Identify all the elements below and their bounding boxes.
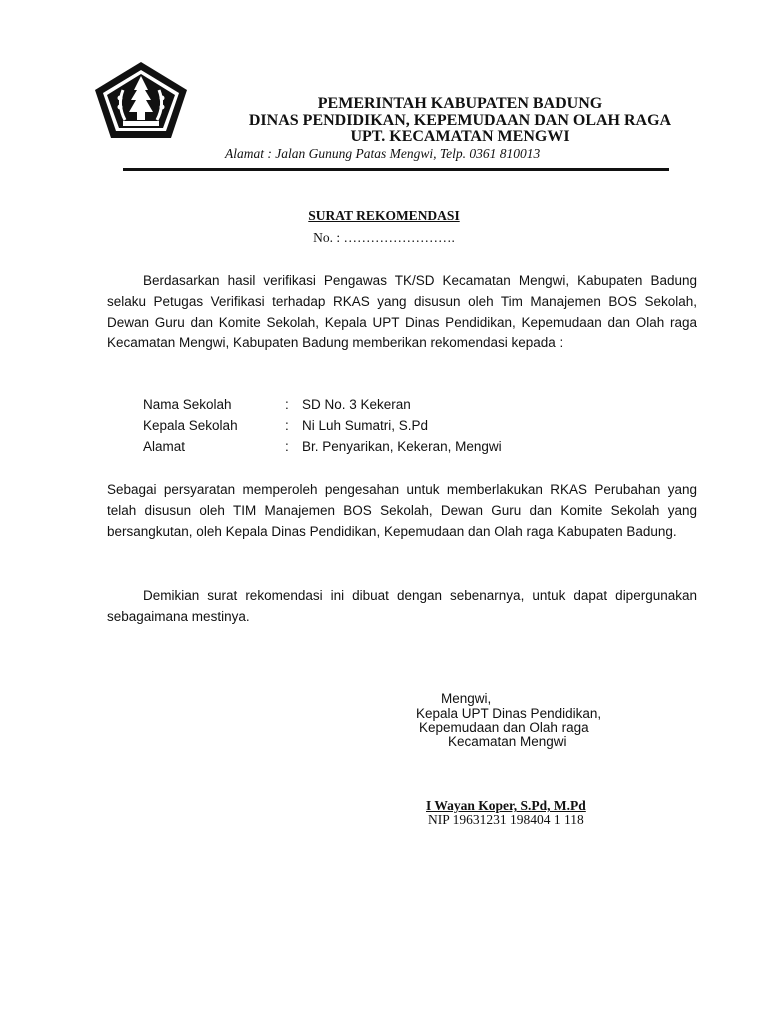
detail-label: Kepala Sekolah bbox=[143, 418, 238, 433]
detail-label: Nama Sekolah bbox=[143, 397, 232, 412]
detail-colon: : bbox=[285, 397, 289, 412]
letterhead-line-3: UPT. KECAMATAN MENGWI bbox=[350, 128, 570, 145]
kabupaten-badung-logo bbox=[93, 60, 189, 140]
letter-number: No. : ……………………. bbox=[313, 230, 455, 245]
signature-position-2: Kepemudaan dan Olah raga bbox=[419, 720, 589, 735]
paragraph-3: Demikian surat rekomendasi ini dibuat dengan sebenarnya, untuk dapat dipergunakan sebagaimana mestinya. bbox=[107, 588, 697, 624]
letterhead-address: Alamat : Jalan Gunung Patas Mengwi, Telp. 0361 810013 bbox=[225, 146, 541, 161]
detail-colon: : bbox=[285, 439, 289, 454]
letter-title bbox=[0, 208, 768, 224]
detail-value: Ni Luh Sumatri, S.Pd bbox=[302, 418, 429, 433]
letterhead-divider bbox=[123, 168, 669, 171]
detail-label: Alamat bbox=[143, 439, 186, 454]
signature-place: Mengwi, bbox=[441, 691, 492, 706]
detail-colon: : bbox=[285, 418, 289, 433]
signatory-name: I Wayan Koper, S.Pd, M.Pd bbox=[426, 798, 586, 813]
paragraph-1: Berdasarkan hasil verifikasi Pengawas TK/SD Kecamatan Mengwi, Kabupaten Badung selaku Petugas Verifikasi terhadap RKAS yang disusun oleh Tim Manajemen BOS Sekolah, Dewan Guru dan Komite Sekolah, Kepala UPT Dinas Pendidikan, Kepemudaan dan Olah raga Kecamatan Mengwi, Kabupaten Badung memberikan rekomendasi kepada : bbox=[107, 273, 697, 351]
paragraph-2: Sebagai persyaratan memperoleh pengesahan untuk memberlakukan RKAS Perubahan yang telah disusun oleh TIM Manajemen BOS Sekolah, Dewan Guru dan Komite Sekolah yang bersangkutan, oleh Kepala Dinas Pendidikan, Kepemudaan dan Olah raga Kabupaten Badung. bbox=[107, 482, 697, 539]
signatory-nip: NIP 19631231 198404 1 118 bbox=[428, 812, 584, 827]
letterhead-line-2: DINAS PENDIDIKAN, KEPEMUDAAN DAN OLAH RAGA bbox=[248, 112, 672, 129]
letterhead-line-1: PEMERINTAH KABUPATEN BADUNG bbox=[317, 95, 603, 112]
signature-position-1: Kepala UPT Dinas Pendidikan, bbox=[416, 706, 602, 721]
detail-value: Br. Penyarikan, Kekeran, Mengwi bbox=[302, 439, 502, 454]
letter-title-text: SURAT REKOMENDASI bbox=[308, 208, 460, 223]
detail-value: SD No. 3 Kekeran bbox=[302, 397, 411, 412]
signature-position-3: Kecamatan Mengwi bbox=[448, 734, 567, 749]
